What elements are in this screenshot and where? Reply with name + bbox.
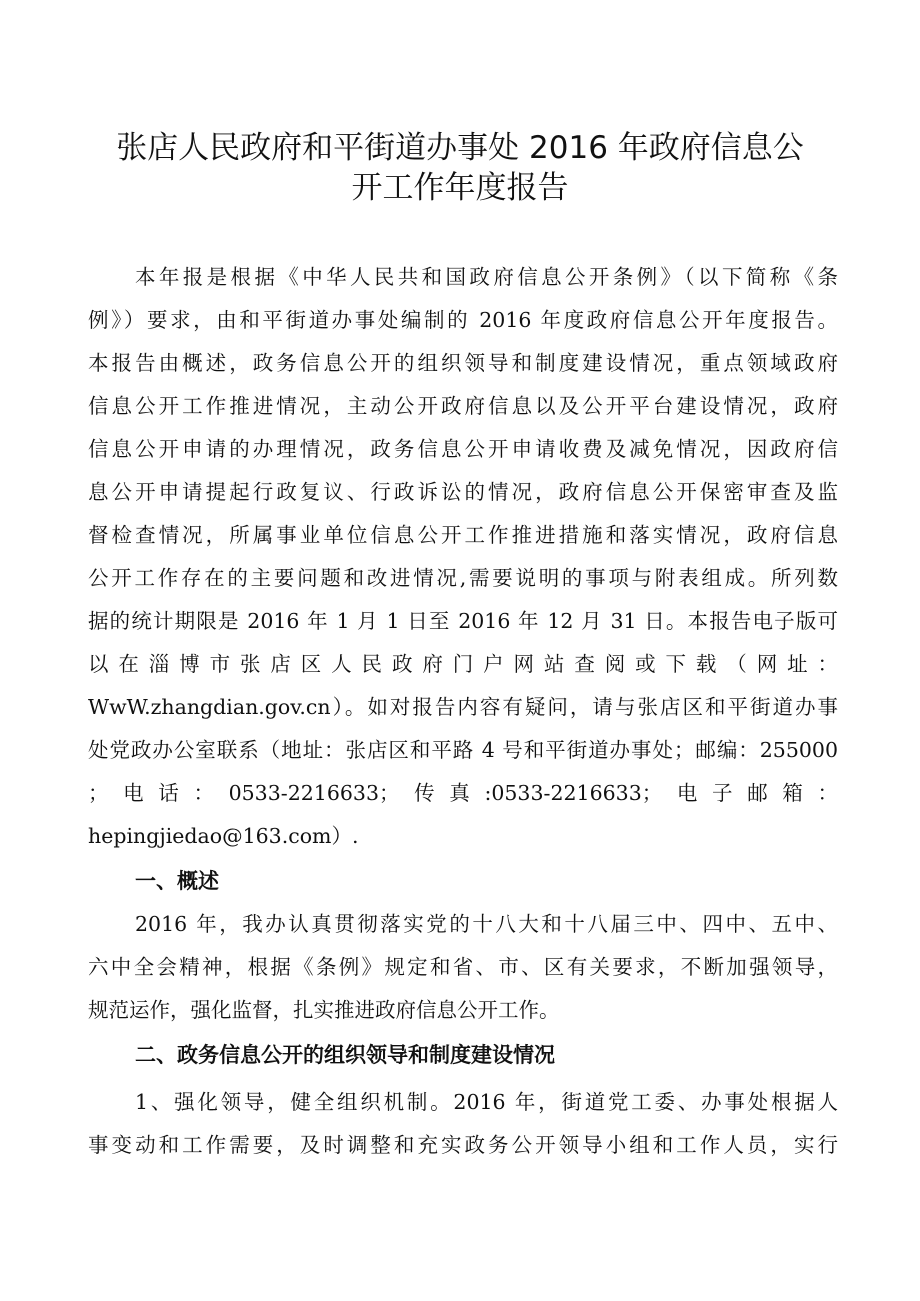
- document-title-line-2: 开工作年度报告: [351, 170, 569, 206]
- section-1-line: 六中全会精神，根据《条例》规定和省、市、区有关要求，不断加强领导，: [88, 955, 838, 979]
- intro-line: 本报告由概述，政务信息公开的组织领导和制度建设情况，重点领域政府: [88, 351, 838, 375]
- section-2-line: 事变动和工作需要，及时调整和充实政务公开领导小组和工作人员，实行: [88, 1133, 838, 1157]
- document-title-line-1: 张店人民政府和平街道办事处 2016 年政府信息公: [116, 130, 804, 166]
- intro-line: 信息公开工作推进情况，主动公开政府信息以及公开平台建设情况，政府: [88, 394, 838, 418]
- section-2-line: 1、强化领导，健全组织机制。2016 年，街道党工委、办事处根据人: [135, 1090, 838, 1114]
- intro-line: 公开工作存在的主要问题和改进情况,需要说明的事项与附表组成。所列数: [88, 566, 838, 590]
- intro-line: 处党政办公室联系（地址：张店区和平路 4 号和平街道办事处；邮编：255000: [88, 738, 838, 762]
- intro-line: WwW.zhangdian.gov.cn）。如对报告内容有疑问，请与张店区和平街道办事: [88, 695, 838, 719]
- intro-line: hepingjiedao@163.com）.: [88, 824, 359, 848]
- section-1-heading: 一、概述: [135, 869, 219, 893]
- intro-line: 本年报是根据《中华人民共和国政府信息公开条例》（以下简称《条: [135, 265, 838, 289]
- intro-line: 以在淄博市张店区人民政府门户网站查阅或下载（网址：: [88, 652, 838, 676]
- section-1-line: 2016 年，我办认真贯彻落实党的十八大和十八届三中、四中、五中、: [135, 912, 838, 936]
- intro-line: 督检查情况，所属事业单位信息公开工作推进措施和落实情况，政府信息: [88, 523, 838, 547]
- intro-line: 据的统计期限是 2016 年 1 月 1 日至 2016 年 12 月 31 日。本报告电子版可: [88, 609, 838, 633]
- intro-line: 信息公开申请的办理情况，政务信息公开申请收费及减免情况，因政府信: [88, 437, 838, 461]
- intro-line: 息公开申请提起行政复议、行政诉讼的情况，政府信息公开保密审查及监: [88, 480, 838, 504]
- intro-line: ；电话：0533-2216633；传真:0533-2216633；电子邮箱：: [88, 781, 838, 805]
- section-1-line: 规范运作，强化监督，扎实推进政府信息公开工作。: [88, 998, 560, 1022]
- section-2-heading: 二、政务信息公开的组织领导和制度建设情况: [135, 1043, 555, 1067]
- intro-line: 例》）要求，由和平街道办事处编制的 2016 年度政府信息公开年度报告。: [88, 308, 838, 332]
